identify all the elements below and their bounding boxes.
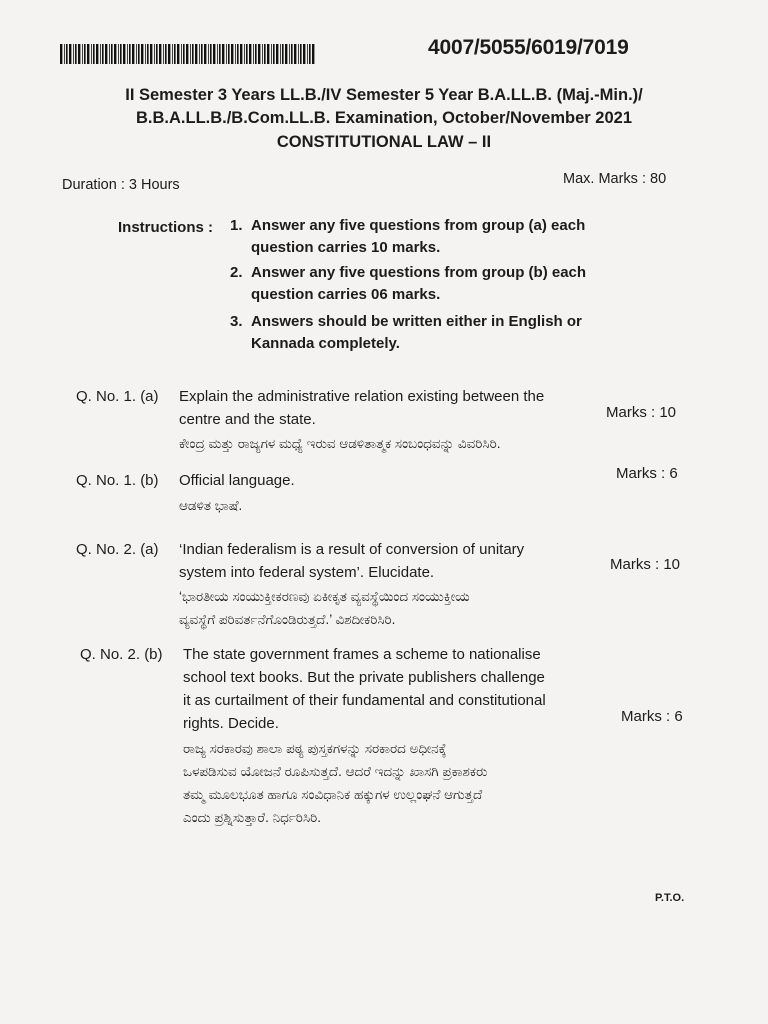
barcode-bar (244, 44, 245, 64)
barcode-bar (127, 44, 128, 64)
barcode-bar (118, 44, 119, 64)
barcode-bar (276, 44, 278, 64)
barcode-bar (280, 44, 281, 64)
barcode-bar (199, 44, 200, 64)
barcode-bar (219, 44, 221, 64)
question-text-kannada: ರಾಜ್ಯ ಸರಕಾರವು ಶಾಲಾ ಪಠ್ಯ ಪುಸ್ತಕಗಳನ್ನು ಸರಕಾರದ ಅಧೀನಕ್ಕೆ (183, 741, 447, 756)
barcode-bar (105, 44, 107, 64)
duration: Duration : 3 Hours (62, 177, 180, 193)
barcode-bar (282, 44, 284, 64)
barcode-bar (246, 44, 248, 64)
barcode-bar (168, 44, 170, 64)
barcode-bar (255, 44, 257, 64)
barcode-bar (172, 44, 173, 64)
question-text: school text books. But the private publishers challenge (183, 669, 545, 686)
barcode-bar (190, 44, 191, 64)
barcode-bar (192, 44, 194, 64)
barcode-bar (69, 44, 71, 64)
instruction-text: Answers should be written either in English or (251, 313, 582, 330)
barcode-bar (231, 44, 233, 64)
barcode-bar (228, 44, 230, 64)
question-text: Official language. (179, 472, 295, 489)
marks-1a: Marks : 10 (606, 404, 677, 421)
barcode-bar (264, 44, 266, 64)
barcode-bar (201, 44, 203, 64)
question-text-kannada: ವ್ಯವಸ್ಥೆಗೆ ಪರಿವರ್ತನೆಗೊಂಡಿರುತ್ತದೆ.’ ವಿಶದೀಕರಿಸಿರಿ. (179, 612, 396, 627)
barcode-bar (240, 44, 242, 64)
instruction-text: Answer any five questions from group (b) each (251, 264, 587, 281)
barcode-bar (73, 44, 74, 64)
max-marks: Max. Marks : 80 (563, 171, 667, 187)
barcode-bar (129, 44, 131, 64)
barcode-bar (100, 44, 101, 64)
barcode-bar (183, 44, 185, 64)
instruction-text: Kannada completely. (251, 335, 400, 352)
barcode-bar (208, 44, 209, 64)
instruction-text: question carries 06 marks. (251, 286, 441, 303)
barcode-bar (213, 44, 215, 64)
barcode-bar (210, 44, 212, 64)
question-number: Q. No. 2. (a) (76, 541, 159, 558)
barcode-bar (204, 44, 206, 64)
question-text: system into federal system’. Elucidate. (179, 564, 435, 581)
barcode-bar (136, 44, 137, 64)
barcode-bar (64, 44, 65, 64)
instruction-number: 1. (230, 217, 243, 234)
question-number: Q. No. 1. (a) (76, 388, 159, 405)
question-text-kannada: ತಮ್ಮ ಮೂಲಭೂತ ಹಾಗೂ ಸಂವಿಧಾನಿಕ ಹಕ್ಕುಗಳ ಉಲ್ಲಂಘನೆ ಆಗುತ್ತದೆ (183, 787, 483, 802)
exam-title-line-2: B.B.A.LL.B./B.Com.LL.B. Examination, October/November 2021 (135, 109, 632, 127)
barcode-bar (307, 44, 308, 64)
barcode-bar (154, 44, 155, 64)
question-text: centre and the state. (179, 411, 316, 428)
barcode-bar (253, 44, 254, 64)
instruction-number: 3. (230, 313, 243, 330)
barcode-bar (235, 44, 236, 64)
barcode-bar (114, 44, 116, 64)
barcode-bar (120, 44, 122, 64)
barcode-bar (159, 44, 161, 64)
barcode-bar (163, 44, 164, 64)
barcode-bar (138, 44, 140, 64)
question-text-kannada: ಎಂದು ಪ್ರಶ್ನಿಸುತ್ತಾರೆ. ನಿರ್ಧರಿಸಿರಿ. (183, 810, 321, 825)
question-text-kannada: ಕೇಂದ್ರ ಮತ್ತು ರಾಜ್ಯಗಳ ಮಧ್ಯೆ ಇರುವ ಆಡಳಿತಾತ್ಮಕ ಸಂಬಂಧವನ್ನು ವಿವರಿಸಿರಿ. (179, 436, 501, 451)
please-turn-over: P.T.O. (655, 892, 685, 904)
barcode-bar (93, 44, 95, 64)
barcode-bar (258, 44, 260, 64)
subject-title: CONSTITUTIONAL LAW – II (276, 133, 492, 151)
barcode-bar (147, 44, 149, 64)
barcode-bar (291, 44, 293, 64)
barcode-bar (111, 44, 113, 64)
question-text: ‘Indian federalism is a result of conversion of unitary (179, 541, 525, 558)
barcode-bar (177, 44, 179, 64)
question-text-kannada: ಆಡಳಿತ ಭಾಷೆ. (179, 498, 243, 513)
barcode-bar (150, 44, 152, 64)
barcode-bar (312, 44, 314, 64)
barcode-bar (285, 44, 287, 64)
barcode-bar (96, 44, 98, 64)
barcode-bar (226, 44, 227, 64)
barcode-bar (109, 44, 110, 64)
barcode-bar (66, 44, 68, 64)
barcode-bar (249, 44, 251, 64)
barcode-bar (262, 44, 263, 64)
barcode-bar (303, 44, 305, 64)
barcode-bar (102, 44, 104, 64)
question-text: rights. Decide. (183, 715, 279, 732)
barcode-bar (145, 44, 146, 64)
barcode-bar (273, 44, 275, 64)
barcode-bar (132, 44, 134, 64)
barcode-bar (300, 44, 302, 64)
question-text: it as curtailment of their fundamental and constitutional (183, 692, 546, 709)
paper-code: 4007/5055/6019/7019 (428, 36, 629, 59)
question-text: Explain the administrative relation existing between the (179, 388, 545, 405)
exam-title-line-1: II Semester 3 Years LL.B./IV Semester 5 Year B.A.LL.B. (Maj.-Min.)/ (125, 86, 643, 104)
barcode-bar (271, 44, 272, 64)
instruction-text: question carries 10 marks. (251, 239, 441, 256)
barcode-bar (289, 44, 290, 64)
barcode-bar (156, 44, 158, 64)
barcode-bar (174, 44, 176, 64)
barcode-bar (217, 44, 218, 64)
marks-1b: Marks : 6 (616, 465, 678, 482)
barcode-bar (181, 44, 182, 64)
barcode-bar (222, 44, 224, 64)
barcode-bar (237, 44, 239, 64)
question-number: Q. No. 2. (b) (80, 646, 163, 663)
barcode-bar (84, 44, 86, 64)
barcode-bar (298, 44, 299, 64)
barcode-bar (91, 44, 92, 64)
barcode-bar (60, 44, 62, 64)
question-number: Q. No. 1. (b) (76, 472, 159, 489)
barcode-bar (165, 44, 167, 64)
question-text-kannada: ‘ಭಾರತೀಯ ಸಂಯುಕ್ತೀಕರಣವು ಏಕೀಕೃತ ವ್ಯವಸ್ಥೆಯಿಂದ ಸಂಯುಕ್ತೀಯ (179, 589, 470, 604)
barcode-bar (78, 44, 80, 64)
instruction-text: Answer any five questions from group (a) each (251, 217, 586, 234)
question-text-kannada: ಒಳಪಡಿಸುವ ಯೋಜನೆ ರೂಪಿಸುತ್ತದೆ. ಆದರೆ ಇದನ್ನು ಖಾಸಗಿ ಪ್ರಕಾಶಕರು (183, 764, 488, 779)
barcode-bar (141, 44, 143, 64)
barcode-bar (309, 44, 311, 64)
marks-2b: Marks : 6 (621, 708, 683, 725)
barcode-bar (294, 44, 296, 64)
barcode-bar (267, 44, 269, 64)
barcode (60, 44, 318, 64)
barcode-bar (123, 44, 125, 64)
instructions-label: Instructions : (118, 219, 214, 236)
barcode-bar (195, 44, 197, 64)
question-text: The state government frames a scheme to nationalise (183, 646, 541, 663)
barcode-bar (87, 44, 89, 64)
barcode-bar (186, 44, 188, 64)
barcode-bar (82, 44, 83, 64)
instruction-number: 2. (230, 264, 243, 281)
barcode-bar (75, 44, 77, 64)
marks-2a: Marks : 10 (610, 556, 681, 573)
